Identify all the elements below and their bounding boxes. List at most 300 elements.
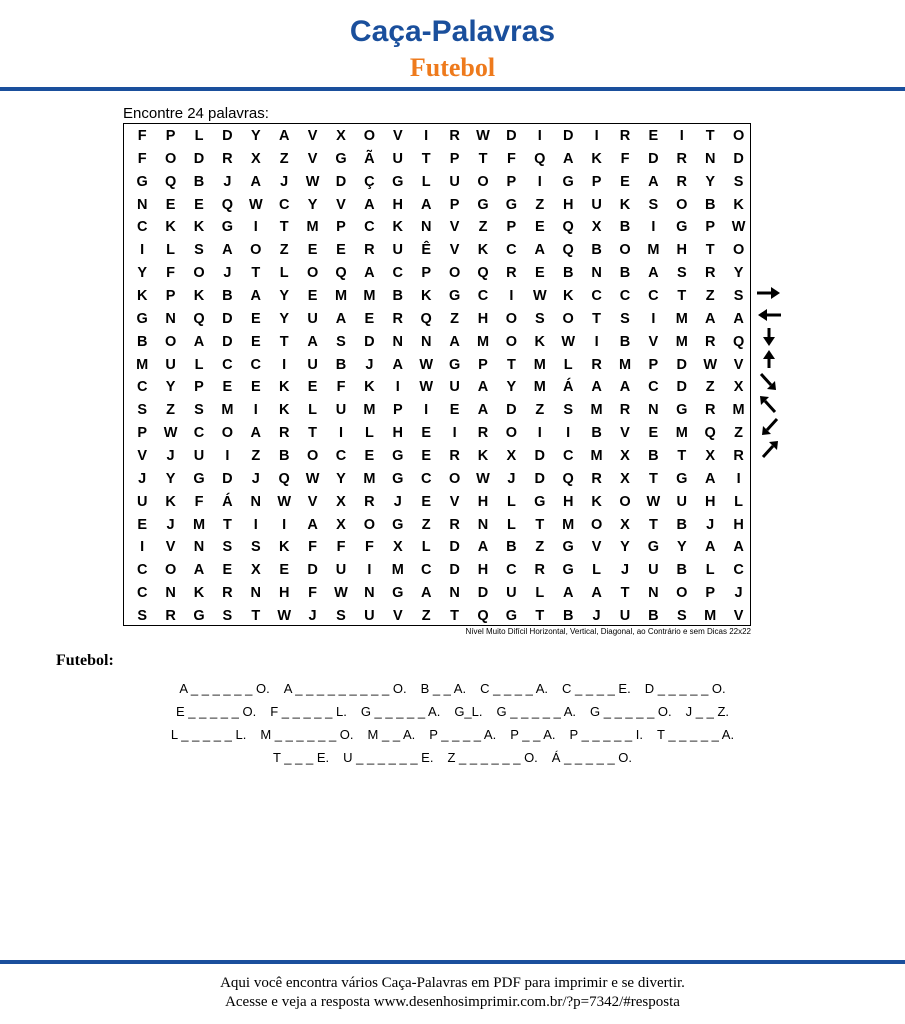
- word-hint: G_L.: [454, 704, 483, 719]
- grid-letter: W: [248, 196, 263, 213]
- grid-letter: M: [221, 402, 234, 419]
- grid-letter: G: [676, 470, 688, 487]
- grid-letter: O: [363, 128, 376, 144]
- grid-letter: M: [562, 516, 575, 533]
- grid-letter: M: [590, 402, 603, 419]
- grid-letter: M: [704, 608, 717, 625]
- grid-letter: E: [449, 402, 460, 419]
- grid-letter: L: [194, 128, 204, 144]
- grid-letter: I: [395, 379, 400, 396]
- grid-letter: V: [137, 448, 148, 465]
- grid-letter: T: [279, 333, 289, 350]
- grid-letter: T: [592, 310, 602, 327]
- grid-letter: U: [676, 493, 688, 510]
- grid-letter: O: [448, 265, 461, 282]
- grid-letter: G: [676, 402, 688, 419]
- grid-letter: N: [591, 265, 602, 282]
- grid-letter: Z: [450, 310, 460, 327]
- grid-letter: J: [592, 608, 601, 625]
- grid-letter: A: [733, 310, 744, 327]
- grid-letter: G: [477, 196, 489, 213]
- grid-letter: S: [648, 196, 659, 213]
- grid-letter: T: [506, 356, 516, 373]
- grid-letter: K: [591, 493, 602, 510]
- grid-letter: O: [590, 516, 603, 533]
- grid-letter: R: [676, 173, 688, 190]
- grid-letter: N: [136, 196, 148, 213]
- grid-letter: I: [594, 333, 599, 350]
- grid-letter: A: [591, 585, 602, 602]
- grid-letter: G: [505, 196, 518, 213]
- grid-letter: N: [392, 333, 404, 350]
- grid-letter: K: [193, 219, 205, 236]
- grid-letter: H: [392, 425, 404, 442]
- grid-letter: G: [562, 562, 574, 579]
- grid-letter: P: [336, 219, 346, 236]
- grid-letter: V: [307, 493, 318, 510]
- grid-letter: K: [733, 196, 744, 213]
- word-hint: G _ _ _ _ _ O.: [590, 704, 672, 719]
- grid-letter: V: [307, 128, 318, 144]
- grid-letter: A: [619, 379, 631, 396]
- grid-letter: B: [591, 425, 602, 442]
- grid-letter: A: [704, 310, 716, 327]
- grid-letter: A: [562, 585, 574, 602]
- grid-letter: O: [619, 493, 631, 510]
- hint-line: [0, 700, 905, 723]
- grid-letter: Z: [535, 539, 545, 556]
- grid-letter: S: [222, 608, 233, 625]
- grid-letter: O: [676, 585, 688, 602]
- footer: [0, 974, 905, 1012]
- grid-letter: K: [477, 448, 489, 465]
- grid-letter: C: [562, 448, 574, 465]
- grid-letter: G: [193, 470, 205, 487]
- grid-letter: I: [424, 402, 429, 419]
- grid-letter: F: [336, 379, 346, 396]
- grid-letter: T: [535, 608, 545, 625]
- grid-letter: G: [534, 493, 546, 510]
- grid-letter: I: [537, 128, 542, 144]
- grid-row: [124, 261, 752, 284]
- grid-letter: C: [506, 242, 517, 259]
- grid-letter: M: [476, 333, 490, 350]
- grid-letter: O: [562, 310, 574, 327]
- grid-letter: W: [305, 173, 320, 190]
- grid-letter: C: [392, 265, 404, 282]
- grid-letter: D: [506, 128, 517, 144]
- grid-letter: B: [648, 608, 659, 625]
- grid-letter: X: [705, 448, 716, 465]
- grid-letter: A: [477, 402, 489, 419]
- grid-letter: E: [307, 379, 318, 396]
- grid-letter: I: [509, 288, 514, 305]
- grid-letter: B: [591, 242, 602, 259]
- grid-letter: Y: [279, 288, 290, 305]
- grid-letter: B: [562, 608, 574, 625]
- grid-letter: E: [194, 196, 204, 213]
- grid-letter: E: [137, 516, 148, 533]
- word-hint: C _ _ _ _ A.: [480, 681, 549, 696]
- grid-letter: D: [733, 150, 744, 167]
- grid-letter: O: [306, 448, 319, 465]
- grid-letter: K: [420, 288, 432, 305]
- grid-letter: D: [562, 128, 574, 144]
- grid-letter: G: [448, 356, 461, 373]
- grid-letter: A: [449, 333, 460, 350]
- grid-letter: R: [619, 402, 631, 419]
- grid-letter: R: [449, 448, 460, 465]
- grid-letter: V: [648, 333, 659, 350]
- grid-letter: A: [534, 242, 546, 259]
- grid-letter: A: [648, 265, 659, 282]
- grid-letter: U: [648, 562, 659, 579]
- grid-letter: V: [449, 242, 460, 259]
- down-arrow-icon: [756, 327, 782, 347]
- grid-letter: Z: [166, 402, 176, 419]
- grid-letter: M: [306, 219, 319, 236]
- grid-letter: J: [223, 173, 232, 190]
- grid-letter: J: [166, 516, 175, 533]
- grid-letter: R: [506, 265, 517, 282]
- grid-letter: W: [476, 470, 490, 487]
- grid-letter: Á: [222, 493, 233, 510]
- grid-letter: R: [449, 516, 460, 533]
- grid-letter: D: [222, 128, 233, 144]
- grid-letter: Y: [137, 265, 148, 282]
- grid-letter: P: [705, 219, 716, 236]
- grid-letter: U: [193, 448, 205, 465]
- grid-letter: W: [163, 425, 178, 442]
- grid-row: [124, 193, 752, 216]
- word-hint: G _ _ _ _ _ A.: [496, 704, 576, 719]
- grid-letter: U: [335, 402, 347, 419]
- puzzle-instructions: Encontre 24 palavras:: [123, 105, 269, 122]
- grid-letter: D: [534, 470, 546, 487]
- grid-letter: O: [676, 196, 688, 213]
- grid-letter: W: [561, 333, 576, 350]
- word-hint: C _ _ _ _ E.: [562, 681, 631, 696]
- grid-letter: L: [506, 516, 516, 533]
- hint-line: [0, 746, 905, 769]
- grid-letter: S: [733, 288, 744, 305]
- grid-letter: W: [277, 608, 292, 625]
- footer-divider: [0, 960, 905, 964]
- grid-letter: G: [562, 539, 574, 556]
- grid-letter: A: [307, 516, 318, 533]
- grid-letter: V: [336, 196, 346, 213]
- grid-letter: Z: [705, 379, 715, 396]
- grid-letter: I: [679, 128, 684, 144]
- grid-letter: U: [619, 608, 631, 625]
- grid-letter: H: [704, 493, 716, 510]
- grid-letter: D: [222, 310, 233, 327]
- grid-row: [124, 124, 752, 147]
- grid-letter: B: [506, 539, 517, 556]
- grid-letter: L: [592, 562, 602, 579]
- grid-letter: Q: [732, 333, 745, 350]
- grid-letter: C: [136, 562, 148, 579]
- grid-letter: N: [477, 516, 489, 533]
- grid-letter: Z: [279, 242, 289, 259]
- grid-letter: J: [223, 265, 232, 282]
- grid-letter: U: [449, 379, 460, 396]
- grid-letter: H: [733, 516, 744, 533]
- grid-letter: A: [307, 333, 318, 350]
- grid-letter: C: [250, 356, 262, 373]
- grid-letter: A: [364, 196, 375, 213]
- grid-letter: Q: [562, 219, 574, 236]
- grid-letter: H: [392, 196, 404, 213]
- grid-letter: W: [277, 493, 292, 510]
- grid-letter: G: [193, 608, 205, 625]
- grid-letter: N: [165, 310, 176, 327]
- grid-letter: I: [566, 425, 571, 442]
- grid-letter: H: [477, 493, 489, 510]
- grid-letter: P: [506, 173, 517, 190]
- down-left-arrow-icon: [756, 417, 782, 437]
- grid-letter: N: [420, 219, 432, 236]
- grid-letter: P: [421, 265, 432, 282]
- grid-letter: F: [336, 539, 346, 556]
- grid-letter: E: [648, 425, 659, 442]
- grid-letter: D: [364, 333, 375, 350]
- grid-letter: C: [278, 196, 290, 213]
- grid-letter: R: [477, 425, 489, 442]
- grid-letter: G: [221, 219, 234, 236]
- grid-letter: K: [278, 402, 290, 419]
- grid-letter: E: [421, 493, 432, 510]
- grid-letter: F: [506, 150, 516, 167]
- grid-letter: O: [164, 150, 177, 167]
- grid-letter: I: [537, 425, 542, 442]
- grid-letter: S: [250, 539, 261, 556]
- grid-row: [124, 215, 752, 238]
- grid-letter: Z: [734, 425, 744, 442]
- grid-letter: S: [676, 608, 687, 625]
- grid-letter: O: [505, 310, 518, 327]
- grid-letter: M: [675, 310, 688, 327]
- grid-letter: Y: [165, 379, 176, 396]
- grid-letter: T: [705, 242, 715, 259]
- word-hint: P _ _ _ _ A.: [429, 727, 497, 742]
- grid-letter: L: [734, 493, 744, 510]
- grid-letter: A: [733, 539, 744, 556]
- grid-letter: K: [477, 242, 489, 259]
- grid-letter: S: [137, 608, 148, 625]
- grid-letter: N: [420, 333, 432, 350]
- grid-letter: E: [307, 288, 318, 305]
- grid-letter: Z: [421, 608, 431, 625]
- grid-letter: N: [250, 585, 262, 602]
- grid-letter: M: [533, 356, 546, 373]
- grid-letter: A: [193, 333, 205, 350]
- grid-row: [124, 330, 752, 353]
- word-list: [0, 677, 905, 769]
- grid-letter: I: [338, 425, 343, 442]
- grid-letter: I: [736, 470, 741, 487]
- grid-letter: M: [618, 356, 632, 373]
- grid-letter: D: [676, 356, 688, 373]
- grid-letter: Y: [165, 470, 176, 487]
- grid-letter: P: [165, 288, 176, 305]
- grid-letter: X: [392, 539, 403, 556]
- word-hint: P _ _ _ _ _ I.: [569, 727, 643, 742]
- grid-letter: C: [477, 288, 489, 305]
- grid-letter: Q: [278, 470, 290, 487]
- grid-letter: E: [250, 379, 261, 396]
- grid-letter: Ê: [421, 242, 432, 259]
- grid-letter: G: [392, 516, 404, 533]
- grid-letter: H: [477, 562, 489, 579]
- grid-row: [124, 558, 752, 581]
- grid-letter: B: [392, 288, 404, 305]
- grid-letter: S: [676, 265, 687, 282]
- grid-letter: F: [620, 150, 630, 167]
- grid-letter: A: [250, 173, 262, 190]
- grid-letter: S: [336, 333, 346, 350]
- grid-letter: C: [222, 356, 233, 373]
- grid-letter: H: [562, 196, 574, 213]
- grid-letter: F: [137, 128, 147, 144]
- grid-letter: J: [251, 470, 260, 487]
- grid-letter: G: [392, 585, 404, 602]
- grid-letter: O: [164, 562, 177, 579]
- grid-letter: O: [164, 333, 177, 350]
- word-list-heading: Futebol:: [56, 652, 114, 669]
- grid-letter: A: [250, 425, 262, 442]
- grid-letter: E: [307, 242, 318, 259]
- grid-letter: U: [506, 585, 517, 602]
- grid-letter: P: [449, 196, 460, 213]
- grid-letter: A: [420, 196, 432, 213]
- grid-letter: B: [676, 516, 688, 533]
- grid-letter: G: [136, 310, 148, 327]
- grid-letter: P: [478, 356, 488, 373]
- grid-letter: G: [136, 173, 148, 190]
- footer-line-1: Aqui você encontra vários Caça-Palavras em PDF para imprimir e se divertir.: [220, 975, 685, 991]
- grid-letter: O: [732, 128, 745, 144]
- grid-letter: L: [563, 356, 573, 373]
- grid-letter: J: [706, 516, 715, 533]
- grid-letter: Z: [421, 516, 431, 533]
- grid-letter: Z: [478, 219, 488, 236]
- grid-row: [124, 238, 752, 261]
- grid-letter: V: [307, 150, 318, 167]
- grid-letter: D: [449, 562, 460, 579]
- grid-letter: Y: [676, 539, 687, 556]
- grid-letter: P: [648, 356, 659, 373]
- grid-letter: B: [193, 173, 205, 190]
- grid-letter: N: [364, 585, 375, 602]
- grid-letter: M: [391, 562, 404, 579]
- grid-letter: E: [364, 448, 375, 465]
- grid-letter: S: [620, 310, 630, 327]
- word-search-grid: [123, 123, 751, 626]
- grid-letter: A: [477, 379, 489, 396]
- grid-letter: D: [648, 150, 659, 167]
- grid-letter: P: [449, 150, 460, 167]
- grid-letter: T: [648, 470, 658, 487]
- grid-letter: Z: [251, 448, 261, 465]
- word-hint: G _ _ _ _ _ A.: [360, 704, 441, 719]
- grid-letter: D: [534, 448, 546, 465]
- grid-letter: Y: [307, 196, 318, 213]
- grid-letter: X: [591, 219, 602, 236]
- grid-letter: O: [619, 242, 631, 259]
- grid-letter: Q: [704, 425, 716, 442]
- grid-row: [124, 604, 752, 627]
- grid-letter: E: [222, 562, 233, 579]
- grid-letter: M: [732, 402, 745, 419]
- grid-letter: X: [250, 562, 261, 579]
- grid-letter: J: [280, 173, 289, 190]
- grid-letter: G: [392, 470, 404, 487]
- grid-letter: F: [364, 539, 374, 556]
- grid-letter: Q: [562, 242, 574, 259]
- grid-letter: Ç: [364, 173, 375, 190]
- grid-letter: L: [506, 493, 516, 510]
- grid-letter: N: [165, 585, 176, 602]
- word-hint: F _ _ _ _ _ L.: [270, 704, 347, 719]
- grid-letter: M: [590, 448, 603, 465]
- grid-letter: I: [225, 448, 230, 465]
- grid-letter: B: [619, 265, 631, 282]
- word-hint: M _ _ A.: [367, 727, 416, 742]
- grid-letter: M: [192, 516, 206, 533]
- grid-letter: K: [193, 585, 205, 602]
- grid-letter: X: [250, 150, 261, 167]
- grid-letter: U: [307, 310, 318, 327]
- grid-letter: T: [677, 288, 687, 305]
- grid-letter: V: [165, 539, 176, 556]
- grid-letter: O: [448, 470, 461, 487]
- grid-letter: G: [505, 608, 518, 625]
- grid-letter: R: [165, 608, 176, 625]
- grid-letter: E: [648, 128, 659, 144]
- grid-letter: I: [253, 402, 258, 419]
- grid-letter: U: [364, 608, 375, 625]
- grid-letter: G: [335, 150, 347, 167]
- grid-letter: K: [278, 539, 290, 556]
- grid-letter: K: [165, 219, 176, 236]
- grid-letter: T: [705, 128, 715, 144]
- grid-letter: O: [477, 173, 489, 190]
- grid-letter: W: [731, 219, 746, 236]
- grid-letter: K: [193, 288, 205, 305]
- grid-letter: I: [651, 219, 656, 236]
- grid-letter: P: [137, 425, 148, 442]
- grid-letter: Z: [705, 288, 715, 305]
- up-left-arrow-icon: [756, 394, 782, 414]
- grid-letter: J: [166, 448, 175, 465]
- grid-letter: R: [364, 242, 375, 259]
- grid-letter: Y: [279, 310, 290, 327]
- grid-letter: R: [222, 150, 233, 167]
- grid-letter: D: [449, 539, 460, 556]
- header-divider: [0, 87, 905, 91]
- grid-letter: A: [278, 128, 290, 144]
- grid-letter: X: [506, 448, 517, 465]
- word-hint: U _ _ _ _ _ _ E.: [343, 750, 434, 765]
- grid-letter: O: [505, 333, 518, 350]
- grid-letter: B: [619, 333, 631, 350]
- grid-letter: O: [193, 265, 205, 282]
- word-hint: M _ _ _ _ _ _ O.: [260, 727, 354, 742]
- grid-letter: L: [194, 356, 204, 373]
- grid-letter: J: [620, 562, 630, 579]
- grid-row: [124, 375, 752, 398]
